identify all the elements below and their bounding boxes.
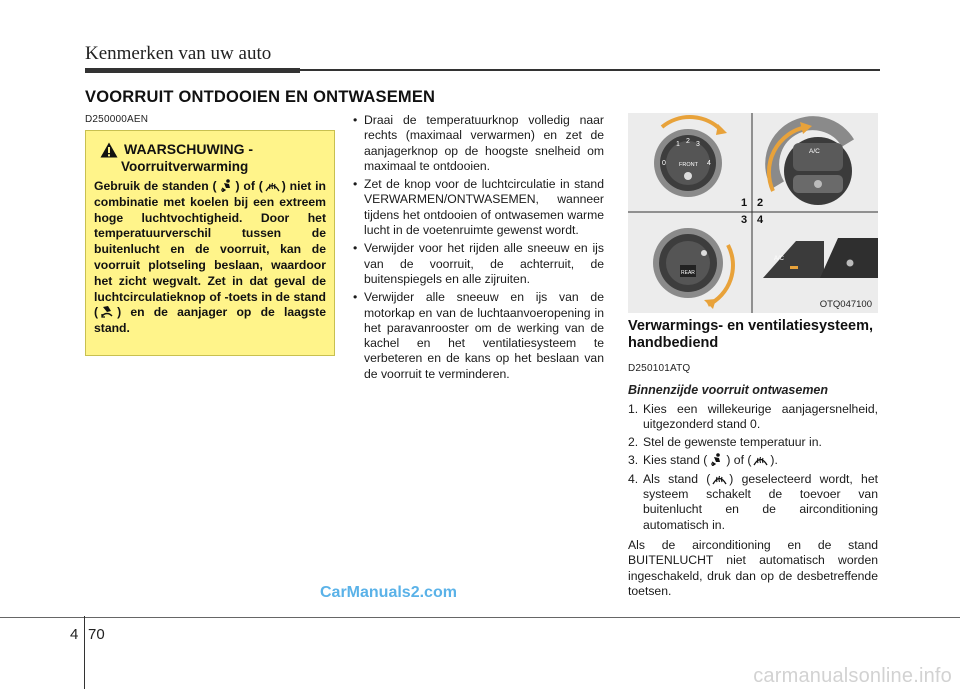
watermark-link[interactable]: CarManuals2.com xyxy=(320,584,457,601)
warning-text-3: ) niet in combinatie met koelen bij een extreem hoge luchtvochtigheid. Door het temperatuurverschil tussen de buitenlucht en de voorruit, kan de voorruit plotseling beslaan, waardoor het zicht wegvalt. Zet in dat geval de luchtcirculatieknop of -toets in de stand ( xyxy=(94,179,326,320)
rear-label: REAR xyxy=(681,270,695,276)
list-item: • Verwijder voor het rijden alle sneeuw en ijs van de voorruit, de achterruit, de buitenspiegels en alle zijruiten. xyxy=(352,241,604,287)
ac-knob xyxy=(769,122,852,205)
step-text: ) of ( xyxy=(726,453,752,468)
mode-knob xyxy=(653,228,733,309)
defrost-icon xyxy=(753,453,768,466)
middle-column xyxy=(352,113,604,385)
step-text: Kies een willekeurige aanjagersnelheid, uitgezonderd stand 0. xyxy=(643,401,878,431)
list-item: 4. Als stand ( ) geselecteerd wordt, het systeem schakelt de toevoer van buitenlucht en de airconditioning automatisch in. xyxy=(628,471,878,532)
figure-number-2: 2 xyxy=(757,197,764,209)
dial-number-1: 1 xyxy=(676,141,680,148)
header-rule xyxy=(85,68,880,73)
warning-text-2: ) of ( xyxy=(235,179,263,193)
note-paragraph: Als de airconditioning en de stand BUITENLUCHT niet automatisch worden ingeschakeld, druk dan op de desbetreffende toetsen. xyxy=(628,537,878,598)
list-item: 3. Kies stand ( ) of ( ). xyxy=(628,453,778,468)
section-title: VOORRUIT ONTDOOIEN EN ONTWASEMEN xyxy=(85,88,436,106)
dial-number-2: 2 xyxy=(686,138,690,145)
figure-number-3: 3 xyxy=(741,214,748,226)
section-code: D250000AEN xyxy=(85,114,149,125)
ac-label-top: A/C xyxy=(809,148,820,155)
footer-site-mark: carmanualsonline.info xyxy=(753,665,952,687)
fan-speed-knob xyxy=(654,117,727,197)
list-item: 1. Kies een willekeurige aanjagersnelheid, uitgezonderd stand 0. xyxy=(628,401,878,431)
warning-triangle-icon xyxy=(100,142,118,158)
subsection-heading: Verwarmings- en ventilatiesysteem, handbediend xyxy=(628,318,873,351)
list-item: • Verwijder alle sneeuw en ijs van de motorkap en van de luchtaanvoeropening in het paravanrooster om de werking van de kachel en het ventilatiesysteem te verbeteren en de kans op het beslaan van de voorruit te verminderen. xyxy=(352,290,604,382)
defrost-button-icon xyxy=(814,180,822,188)
chapter-number: 4 xyxy=(70,626,79,643)
dial-number-4: 4 xyxy=(707,160,711,167)
list-item: • Zet de knop voor de luchtcirculatie in stand VERWARMEN/ONTWASEMEN, wanneer tijdens het ontdooien of ontwasemen warme lucht in de voetenruimte gewenst wordt. xyxy=(352,177,604,238)
step-text: ) geselecteerd wordt, het systeem schakelt de toevoer van buitenlucht en de airconditioning automatisch in. xyxy=(643,471,878,532)
step-text: ). xyxy=(770,453,778,468)
dial-number-0: 0 xyxy=(662,160,666,167)
ac-label-bottom: A/C xyxy=(774,256,785,262)
warning-text-1: Gebruik de standen ( xyxy=(94,179,217,193)
figure-illustration xyxy=(628,113,878,313)
step-text: Stel de gewenste temperatuur in. xyxy=(643,435,822,450)
subsection-code: D250101ATQ xyxy=(628,363,691,374)
defrost-mode-icon xyxy=(701,250,707,256)
figure-number-1: 1 xyxy=(741,197,748,209)
defrost-floor-icon xyxy=(219,179,234,192)
page-header-title: Kenmerken van uw auto xyxy=(85,43,272,64)
figure-number-4: 4 xyxy=(757,214,764,226)
procedure-heading: Binnenzijde voorruit ontwasemen xyxy=(628,383,829,398)
recirculation-button-icon xyxy=(847,260,854,267)
defrost-icon xyxy=(712,472,727,485)
right-column xyxy=(628,318,878,599)
page-number: 70 xyxy=(88,626,105,643)
defrost-floor-icon xyxy=(709,453,724,466)
warning-text xyxy=(94,179,326,337)
front-label: FRONT xyxy=(679,162,698,168)
footer-rule-vertical xyxy=(84,616,85,689)
defrost-icon xyxy=(265,179,280,192)
fan-icon xyxy=(684,172,692,180)
figure-caption: OTQ047100 xyxy=(819,299,872,310)
list-item: 2. Stel de gewenste temperatuur in. xyxy=(628,435,822,450)
ac-indicator xyxy=(790,266,798,269)
list-item: • Draai de temperatuurknop volledig naar rechts (maximaal verwarmen) en zet de aanjagerknop op de hoogste snelheid om maximaal te ontdooien. xyxy=(352,113,604,174)
climate-control-figure xyxy=(628,113,878,313)
footer-rule-horizontal xyxy=(0,617,960,618)
warning-text-4: ) en de aanjager op de laagste stand. xyxy=(94,305,326,336)
step-text: Als stand ( xyxy=(643,471,711,486)
warning-box xyxy=(85,130,335,356)
ac-recirculation-buttons xyxy=(763,238,878,278)
recirculation-icon xyxy=(100,305,115,318)
warning-header xyxy=(100,141,326,158)
warning-subtitle: Voorruitverwarming xyxy=(121,159,249,174)
step-text: Kies stand ( xyxy=(643,453,708,468)
warning-title: WAARSCHUWING - xyxy=(124,141,254,157)
dial-number-3: 3 xyxy=(696,141,700,148)
